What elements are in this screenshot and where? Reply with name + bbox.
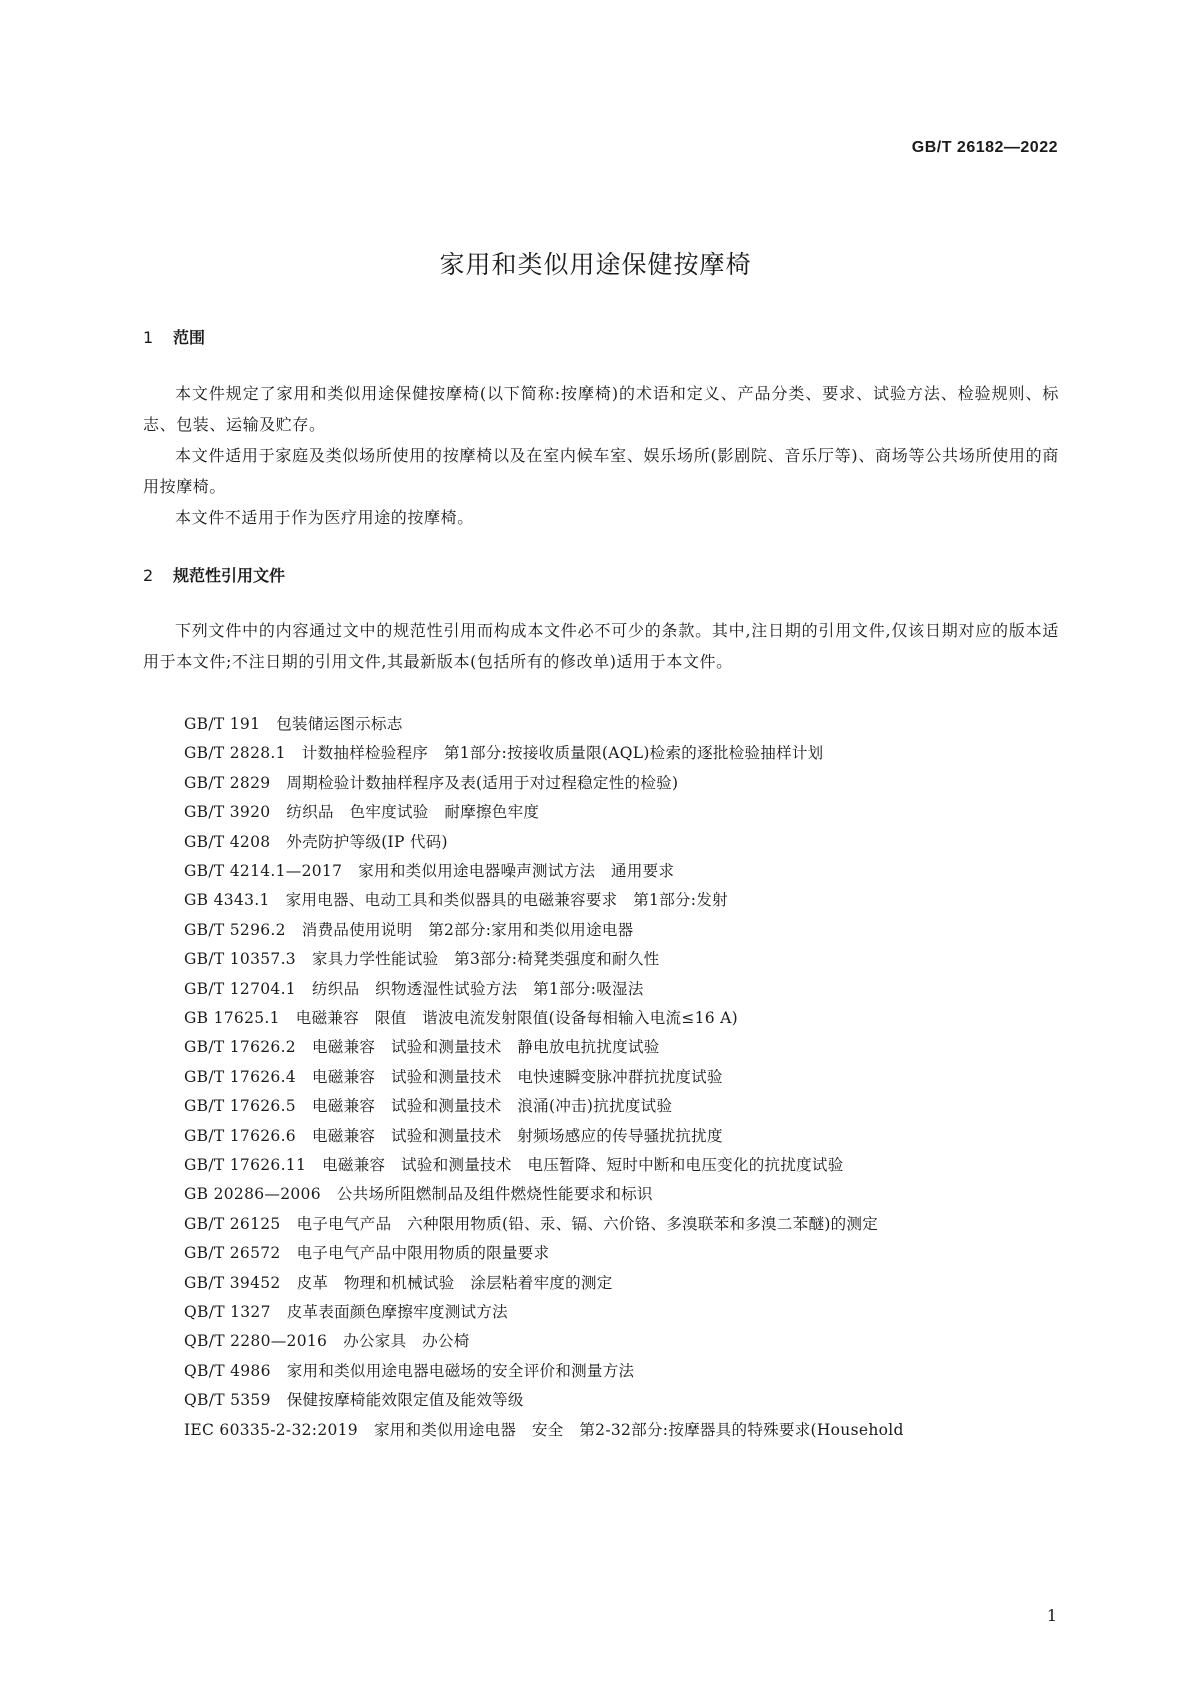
reference-item (184, 947, 659, 969)
reference-code: GB/T 191 (184, 715, 261, 733)
reference-code: QB/T 4986 (184, 1361, 271, 1380)
reference-item (184, 1418, 904, 1440)
reference-code: GB/T 2829 (184, 773, 271, 792)
reference-title: 消费品使用说明 第2部分:家用和类似用途电器 (301, 920, 634, 939)
reference-item (184, 1300, 508, 1322)
reference-code: QB/T 5359 (184, 1391, 271, 1410)
reference-code: GB 20286—2006 (184, 1185, 321, 1204)
reference-item (184, 977, 644, 999)
section-1-title: 范围 (173, 328, 206, 347)
section-1-heading (143, 325, 205, 348)
reference-item (184, 888, 728, 910)
reference-code: GB/T 3920 (184, 803, 271, 822)
page-number: 1 (1046, 1606, 1057, 1625)
section-2-heading (143, 563, 285, 586)
reference-title: 周期检验计数抽样程序及表(适用于对过程稳定性的检验) (286, 773, 679, 792)
reference-title: 电磁兼容 限值 谐波电流发射限值(设备每相输入电流≤16 A) (295, 1009, 739, 1027)
reference-title: 家用和类似用途电器噪声测试方法 通用要求 (358, 862, 675, 880)
reference-item (184, 800, 539, 822)
reference-title: 皮革 物理和机械试验 涂层粘着牢度的测定 (296, 1273, 613, 1292)
reference-title: 电子电气产品 六种限用物质(铅、汞、镉、六价铬、多溴联苯和多溴二苯醚)的测定 (296, 1214, 879, 1233)
reference-title: 公共场所阻燃制品及组件燃烧性能要求和标识 (336, 1185, 653, 1204)
section-2-number: 2 (143, 566, 154, 585)
reference-item (184, 1212, 878, 1234)
reference-title: 家具力学性能试验 第3部分:椅凳类强度和耐久性 (311, 950, 660, 969)
reference-title: 电磁兼容 试验和测量技术 电压暂降、短时中断和电压变化的抗扰度试验 (322, 1156, 844, 1174)
section-1-paragraph: 本文件适用于家庭及类似场所使用的按摩椅以及在室内候车室、娱乐场所(影剧院、音乐厅等)、商场等公共场所使用的商用按摩椅。 (143, 446, 1059, 496)
reference-code: GB 17625.1 (184, 1009, 280, 1027)
reference-title: 家用电器、电动工具和类似器具的电磁兼容要求 第1部分:发射 (285, 891, 728, 910)
reference-item (184, 1359, 634, 1381)
section-1-number: 1 (143, 328, 154, 347)
reference-code: GB/T 2828.1 (184, 744, 286, 763)
reference-title: 办公家具 办公椅 (343, 1332, 470, 1351)
reference-item (184, 741, 823, 763)
reference-code: QB/T 2280—2016 (184, 1332, 328, 1351)
reference-item (184, 1271, 613, 1293)
reference-code: QB/T 1327 (184, 1303, 271, 1321)
reference-title: 皮革表面颜色摩擦牢度测试方法 (286, 1303, 508, 1321)
reference-title: 保健按摩椅能效限定值及能效等级 (286, 1391, 524, 1410)
reference-title: 家用和类似用途电器 安全 第2-32部分:按摩器具的特殊要求(Household (373, 1420, 904, 1439)
reference-code: GB/T 26125 (184, 1214, 281, 1233)
reference-title: 包装储运图示标志 (276, 715, 403, 733)
reference-title: 计数抽样检验程序 第1部分:按接收质量限(AQL)检索的逐批检验抽样计划 (301, 744, 824, 763)
reference-code: GB/T 17626.5 (184, 1097, 296, 1116)
reference-item (184, 1182, 653, 1204)
reference-code: GB 4343.1 (184, 891, 270, 910)
reference-title: 家用和类似用途电器电磁场的安全评价和测量方法 (286, 1361, 635, 1380)
reference-title: 外壳防护等级(IP 代码) (286, 832, 448, 851)
reference-item (184, 1388, 524, 1410)
reference-code: GB/T 4208 (184, 832, 271, 851)
reference-title: 电磁兼容 试验和测量技术 电快速瞬变脉冲群抗扰度试验 (311, 1067, 723, 1086)
reference-item (184, 1065, 723, 1087)
reference-title: 电磁兼容 试验和测量技术 射频场感应的传导骚扰抗扰度 (311, 1126, 723, 1145)
reference-item (184, 1124, 723, 1146)
reference-code: GB/T 17626.6 (184, 1126, 296, 1145)
reference-item (184, 918, 633, 940)
reference-title: 电磁兼容 试验和测量技术 静电放电抗扰度试验 (311, 1038, 660, 1057)
reference-code: GB/T 10357.3 (184, 950, 296, 969)
reference-title: 电磁兼容 试验和测量技术 浪涌(冲击)抗扰度试验 (311, 1097, 673, 1116)
reference-title: 纺织品 色牢度试验 耐摩擦色牢度 (286, 803, 540, 822)
reference-code: GB/T 5296.2 (184, 920, 286, 939)
reference-code: IEC 60335-2-32:2019 (184, 1420, 358, 1439)
reference-code: GB/T 17626.2 (184, 1038, 296, 1057)
reference-code: GB/T 17626.4 (184, 1067, 296, 1086)
reference-code: GB/T 4214.1—2017 (184, 862, 343, 880)
reference-item (184, 771, 678, 793)
reference-item (184, 859, 674, 881)
section-1-paragraph: 本文件不适用于作为医疗用途的按摩椅。 (175, 508, 474, 527)
section-1-paragraph: 本文件规定了家用和类似用途保健按摩椅(以下简称:按摩椅)的术语和定义、产品分类、要求、试验方法、检验规则、标志、包装、运输及贮存。 (143, 384, 1059, 434)
reference-title: 纺织品 织物透湿性试验方法 第1部分:吸湿法 (311, 979, 644, 998)
reference-item (184, 1329, 470, 1351)
reference-item (184, 712, 403, 734)
section-2-intro: 下列文件中的内容通过文中的规范性引用而构成本文件必不可少的条款。其中,注日期的引用文件,仅该日期对应的版本适用于本文件;不注日期的引用文件,其最新版本(包括所有的修改单)适用于本文件。 (143, 621, 1059, 671)
reference-code: GB/T 39452 (184, 1273, 281, 1292)
reference-item (184, 1094, 672, 1116)
reference-item (184, 830, 448, 852)
reference-item (184, 1006, 738, 1028)
reference-code: GB/T 12704.1 (184, 979, 296, 998)
reference-item (184, 1153, 844, 1175)
reference-code: GB/T 26572 (184, 1244, 281, 1263)
document-title: 家用和类似用途保健按摩椅 (439, 250, 752, 279)
reference-item (184, 1241, 549, 1263)
document-code: GB/T 26182—2022 (911, 139, 1058, 156)
reference-title: 电子电气产品中限用物质的限量要求 (296, 1244, 550, 1263)
reference-code: GB/T 17626.11 (184, 1156, 307, 1174)
section-2-title: 规范性引用文件 (173, 566, 286, 585)
reference-item (184, 1035, 660, 1057)
